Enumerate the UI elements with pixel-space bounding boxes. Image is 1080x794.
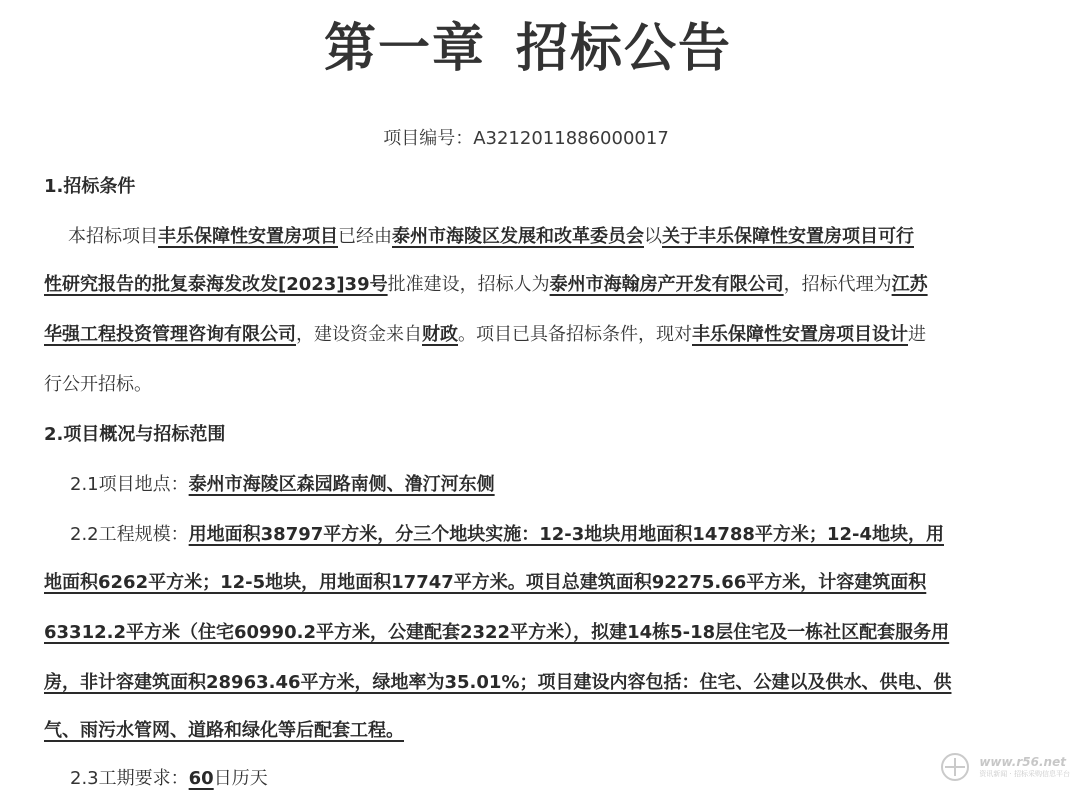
watermark-logo-icon	[935, 752, 975, 782]
location-label: 2.1项目地点：	[70, 474, 189, 495]
project-number-value: A3212011886000017	[473, 128, 669, 149]
project-number-label: 项目编号：	[383, 128, 474, 149]
section1-paragraph-line4: 行公开招标。	[44, 374, 152, 395]
section1-paragraph-line3: 华强工程投资管理咨询有限公司，建设资金来自财政。项目已具备招标条件，现对丰乐保障性安置房项目设计进	[44, 324, 926, 345]
approval-document: 性研究报告的批复泰海发改发[2023]39号	[44, 274, 388, 295]
tenderer-name: 泰州市海翰房产开发有限公司	[549, 274, 784, 295]
section2-2-scale-line5: 气、雨污水管网、道路和绿化等后配套工程。	[44, 720, 404, 741]
section2-2-scale-line3: 63312.2平方米（住宅60990.2平方米，公建配套2322平方米），拟建14栋5-18层住宅及一栋社区配套服务用	[44, 622, 950, 643]
section2-2-scale-line1: 2.2工程规模：用地面积38797平方米，分三个地块实施：12-3地块用地面积14788平方米；12-4地块，用	[70, 524, 944, 545]
section2-2-scale-line2: 地面积6262平方米；12-5地块，用地面积17747平方米。项目总建筑面积92275.66平方米，计容建筑面积	[44, 572, 927, 593]
project-number-line	[0, 124, 1052, 154]
site-watermark	[935, 752, 1070, 782]
approval-authority: 泰州市海陵区发展和改革委员会	[392, 226, 644, 247]
section1-paragraph-line2: 性研究报告的批复泰海发改发[2023]39号批准建设，招标人为泰州市海翰房产开发有限公司，招标代理为江苏	[44, 274, 928, 295]
section1-paragraph-line1: 本招标项目丰乐保障性安置房项目已经由泰州市海陵区发展和改革委员会以关于丰乐保障性安置房项目可行	[68, 226, 914, 247]
section2-1-location	[70, 470, 1060, 500]
watermark-subtitle: 资讯新闻 · 招标采购信息平台	[979, 770, 1070, 778]
section1-heading: 1.招标条件	[44, 176, 136, 197]
fund-source: 财政	[422, 324, 458, 345]
location-value: 泰州市海陵区森园路南侧、澛汀河东侧	[188, 474, 495, 495]
duration-value: 60	[188, 768, 214, 789]
chapter-name: 招标公告	[516, 19, 733, 79]
chapter-title	[0, 14, 1056, 84]
tender-agent-name: 华强工程投资管理咨询有限公司	[44, 324, 296, 345]
section2-3-duration: 2.3工期要求：60日历天	[70, 768, 268, 789]
tender-subject: 丰乐保障性安置房项目设计	[692, 324, 908, 345]
section2-2-scale-line4: 房，非计容建筑面积28963.46平方米，绿地率为35.01%；项目建设内容包括：住宅、公建以及供水、供电、供	[44, 672, 952, 693]
scale-label: 2.2工程规模：	[70, 524, 189, 545]
watermark-url: www.r56.net	[979, 755, 1066, 769]
section2-heading: 2.项目概况与招标范围	[44, 424, 226, 445]
chapter-number: 第一章	[323, 19, 486, 79]
duration-label: 2.3工期要求：	[70, 768, 189, 789]
project-name: 丰乐保障性安置房项目	[158, 226, 338, 247]
